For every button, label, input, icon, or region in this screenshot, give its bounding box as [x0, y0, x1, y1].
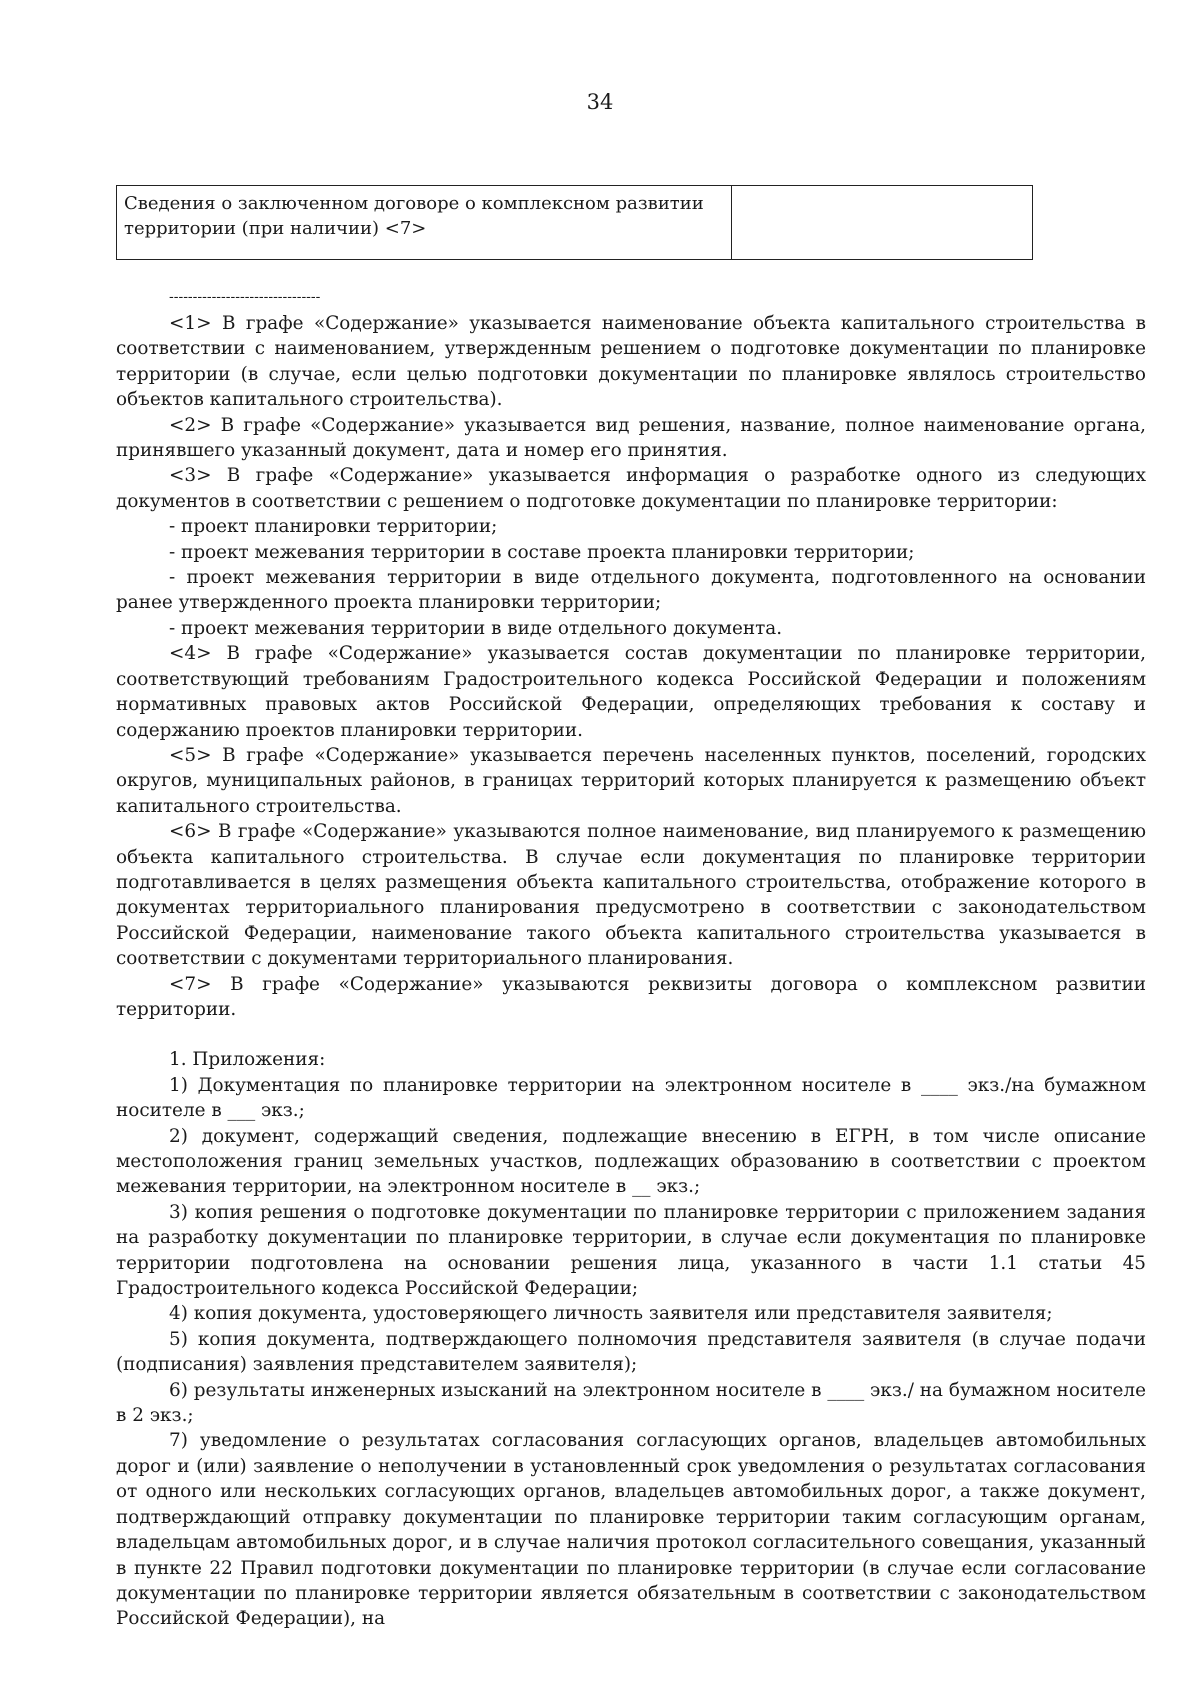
attachment-item: 1) Документация по планировке территории на электронном носителе в ____ экз./на бумажном носителе в ___ экз.;: [116, 1074, 1146, 1122]
page-number: 34: [586, 90, 614, 114]
attachment-item: 7) уведомление о результатах согласования согласующих органов, владельцев автомобильных дорог и (или) заявление о неполучении в установленный срок уведомления о результатах согласования от одного или нескольких согласующих органов, владельцев автомобильных дорог, а также документ, подтверждающий отправку документации по планировке территории таким согласующим органам, владельцам автомобильных дорог, и в случае наличия протокол согласительного совещания, указанный в пункте 22 Правил подготовки документации по планировке территории (в случае если согласование документации по планировке территории является обязательным в соответствии с законодательством Российской Федерации), на: [116, 1430, 1146, 1630]
attachment-item: 5) копия документа, подтверждающего полномочия представителя заявителя (в случае подачи (подписания) заявления представителем заявителя);: [116, 1328, 1146, 1376]
footnote-separator: --------------------------------: [169, 289, 321, 305]
footnote-7: <7> В графе «Содержание» указываются реквизиты договора о комплексном развитии территории.: [116, 973, 1146, 1020]
footnote-2: <2> В графе «Содержание» указывается вид решения, название, полное наименование органа, принявшего указанный документ, дата и номер его принятия.: [116, 414, 1146, 462]
footnote-3: <3> В графе «Содержание» указывается информация о разработке одного из следующих документов в соответствии с решением о подготовке документации по планировке территории:: [116, 465, 1146, 512]
info-table: [116, 185, 1033, 260]
footnote-6: <6> В графе «Содержание» указываются полное наименование, вид планируемого к размещению объекта капитального строительства. В случае если документация по планировке территории подготавливается в целях размещения объекта капитального строительства, отображение которого в документах территориального планирования предусмотрено в соответствии с законодательством Российской Федерации, наименование такого объекта капитального строительства указывается в соответствии с документами территориального планирования.: [116, 821, 1146, 970]
attachment-item: 6) результаты инженерных изысканий на электронном носителе в ____ экз./ на бумажном носителе в 2 экз.;: [116, 1379, 1146, 1427]
footnote-5: <5> В графе «Содержание» указывается перечень населенных пунктов, поселений, городских округов, муниципальных районов, в границах территорий которых планируется к размещению объект капитального строительства.: [116, 744, 1146, 817]
attachment-item: 2) документ, содержащий сведения, подлежащие внесению в ЕГРН, в том числе описание местоположения границ земельных участков, подлежащих образованию в соответствии с проектом межевания территории, на электронном носителе в __ экз.;: [116, 1125, 1146, 1198]
footnote-4: <4> В графе «Содержание» указывается состав документации по планировке территории, соответствующий требованиям Градостроительного кодекса Российской Федерации и положениям нормативных правовых актов Российской Федерации, определяющих требования к составу и содержанию проектов планировки территории.: [116, 643, 1146, 741]
document-body: [116, 311, 1146, 1632]
footnote-3-list-item: - проект межевания территории в виде отдельного документа.: [169, 617, 783, 639]
footnote-1: <1> В графе «Содержание» указывается наименование объекта капитального строительства в соответствии с наименованием, утвержденным решением о подготовке документации по планировке территории (в случае, если целью подготовки документации по планировке являлось строительство объектов капитального строительства).: [116, 313, 1146, 411]
footnote-3-list-item: - проект межевания территории в составе проекта планировки территории;: [169, 541, 915, 563]
table-row: [117, 186, 1033, 260]
footnote-3-list-item: - проект межевания территории в виде отдельного документа, подготовленного на основании ранее утвержденного проекта планировки территории;: [116, 567, 1146, 614]
attachment-item: 4) копия документа, удостоверяющего личность заявителя или представителя заявителя;: [169, 1303, 1053, 1325]
section-gap: [116, 1022, 1146, 1047]
footnote-3-list-item: - проект планировки территории;: [169, 516, 498, 538]
table-label-cell: Сведения о заключенном договоре о комплексном развитии территории (при наличии) <7>: [117, 186, 732, 260]
attachments-heading: 1. Приложения:: [169, 1049, 326, 1071]
attachment-item: 3) копия решения о подготовке документации по планировке территории с приложением задания на разработку документации по планировке территории, в случае если документация по планировке территории подготовлена на основании решения лица, указанного в части 1.1 статьи 45 Градостроительного кодекса Российской Федерации;: [116, 1201, 1146, 1300]
table-value-cell: [732, 186, 1033, 260]
